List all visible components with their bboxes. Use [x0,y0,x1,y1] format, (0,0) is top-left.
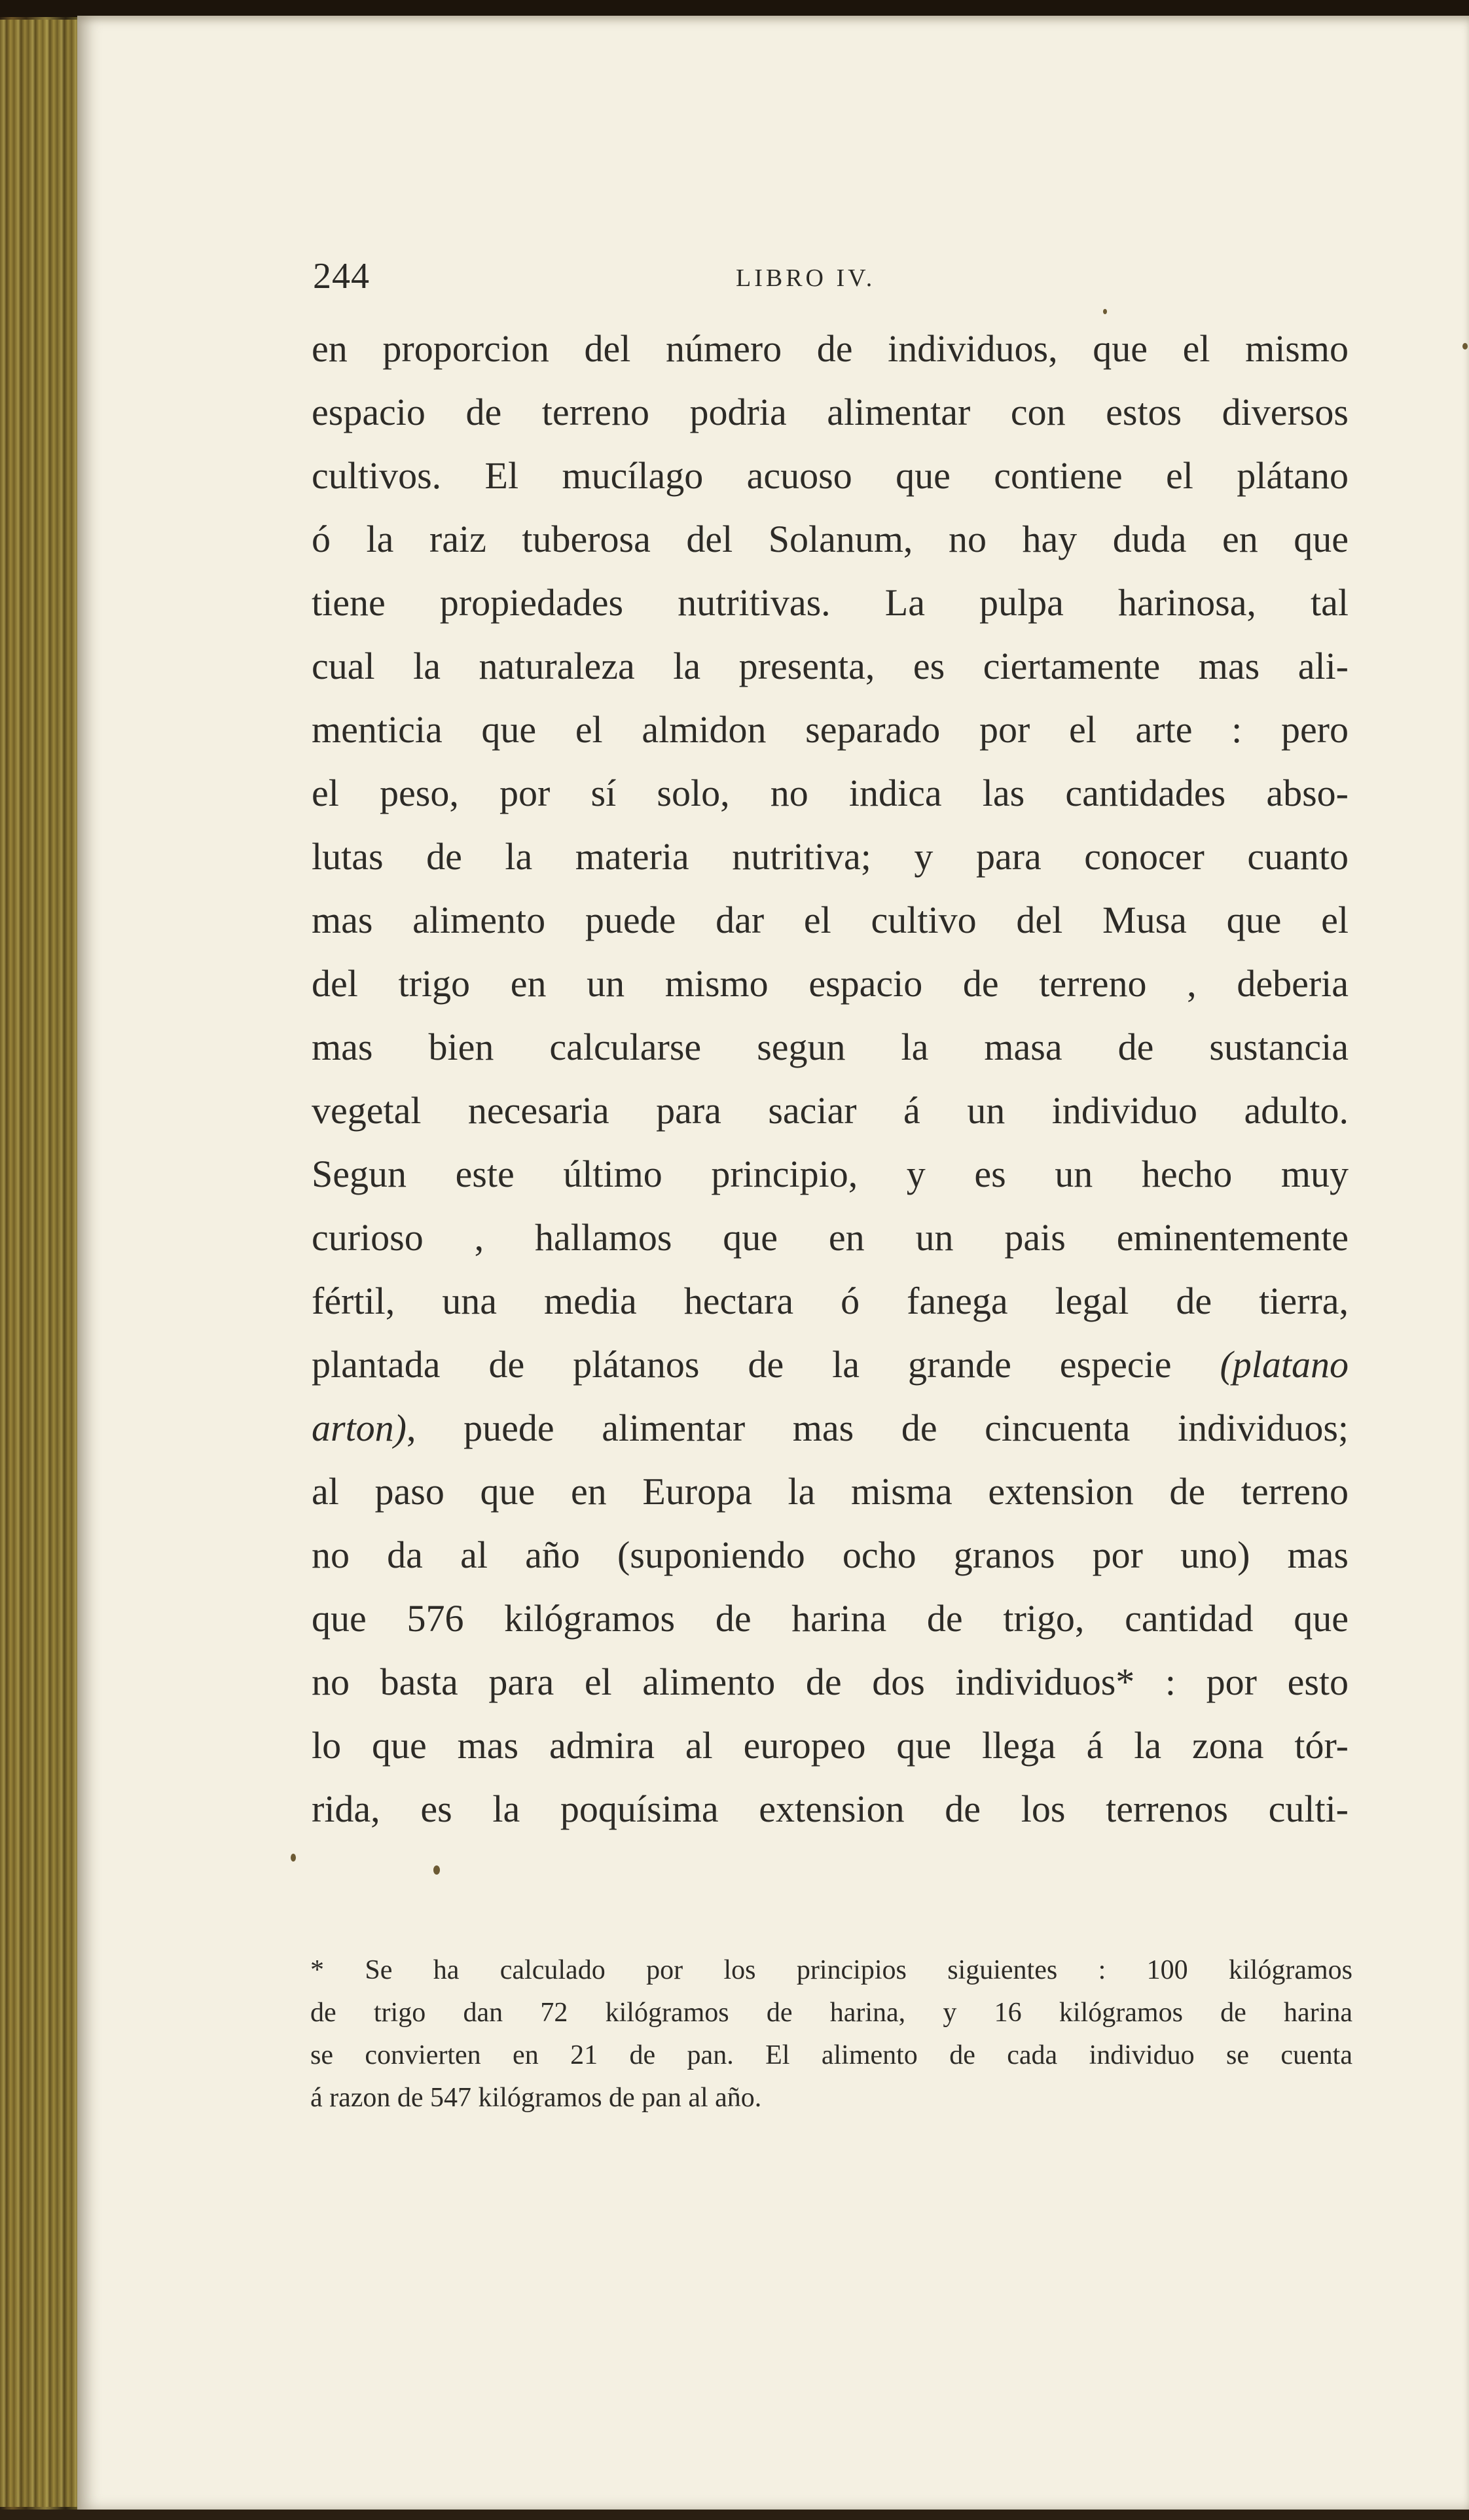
ink-speck [1103,309,1107,314]
text-line: tiene propiedades nutritivas. La pulpa harinosa, tal [312,581,1349,624]
text-line: plantada de plátanos de la grande especie (platano [312,1343,1349,1386]
text-line: fértil, una media hectara ó fanega legal de tierra, [312,1280,1349,1322]
text-line: cultivos. El mucílago acuoso que contiene el plátano [312,454,1349,497]
footnote-line: á razon de 547 kilógramos de pan al año. [310,2083,762,2113]
text-line: al paso que en Europa la misma extension de terreno [312,1470,1349,1513]
text-line: vegetal necesaria para saciar á un individuo adulto. [312,1089,1349,1132]
text-line: cual la naturaleza la presenta, es ciertamente mas ali- [312,645,1349,687]
text-line: el peso, por sí solo, no indica las cantidades abso- [312,772,1349,814]
text-line: ó la raiz tuberosa del Solanum, no hay duda en que [312,518,1349,560]
running-title: LIBRO IV. [736,264,876,292]
text-line: curioso , hallamos que en un pais eminentemente [312,1216,1349,1259]
footnote [310,1949,1352,2119]
ink-speck [1462,343,1468,350]
text-line: rida, es la poquísima extension de los terrenos culti- [312,1788,1349,1830]
text-line: no da al año (suponiendo ocho granos por uno) mas [312,1534,1349,1576]
text-line: mas bien calcularse segun la masa de sustancia [312,1026,1349,1068]
footnote-line: * Se ha calculado por los principios siguientes : 100 kilógramos [310,1955,1352,1985]
gilt-page-edge [0,20,77,2507]
text-line: arton), puede alimentar mas de cincuenta individuos; [312,1407,1349,1449]
text-line: Segun este último principio, y es un hecho muy [312,1153,1349,1195]
bottom-border [0,2510,1469,2520]
ink-speck [433,1865,440,1875]
page-number: 244 [313,256,370,297]
text-line: lutas de la materia nutritiva; y para conocer cuanto [312,835,1349,878]
text-line: espacio de terreno podria alimentar con estos diversos [312,391,1349,433]
top-border [0,0,1469,17]
text-line: mas alimento puede dar el cultivo del Musa que el [312,899,1349,941]
text-line: en proporcion del número de individuos, que el mismo [312,327,1349,370]
footnote-line: se convierten en 21 de pan. El alimento de cada individuo se cuenta [310,2040,1352,2070]
running-head [313,257,1347,296]
footnote-line: de trigo dan 72 kilógramos de harina, y 16 kilógramos de harina [310,1998,1352,2028]
text-line: del trigo en un mismo espacio de terreno , deberia [312,962,1349,1005]
italic-species-name: (platano [1220,1343,1349,1386]
text-line: menticia que el almidon separado por el arte : pero [312,708,1349,751]
italic-species-name: arton) [312,1407,407,1449]
text-line: que 576 kilógramos de harina de trigo, cantidad que [312,1597,1349,1640]
text-line: lo que mas admira al europeo que llega á la zona tór- [312,1724,1349,1767]
body-text [312,317,1349,1841]
ink-speck [291,1854,296,1862]
text-line: no basta para el alimento de dos individuos* : por esto [312,1661,1349,1703]
